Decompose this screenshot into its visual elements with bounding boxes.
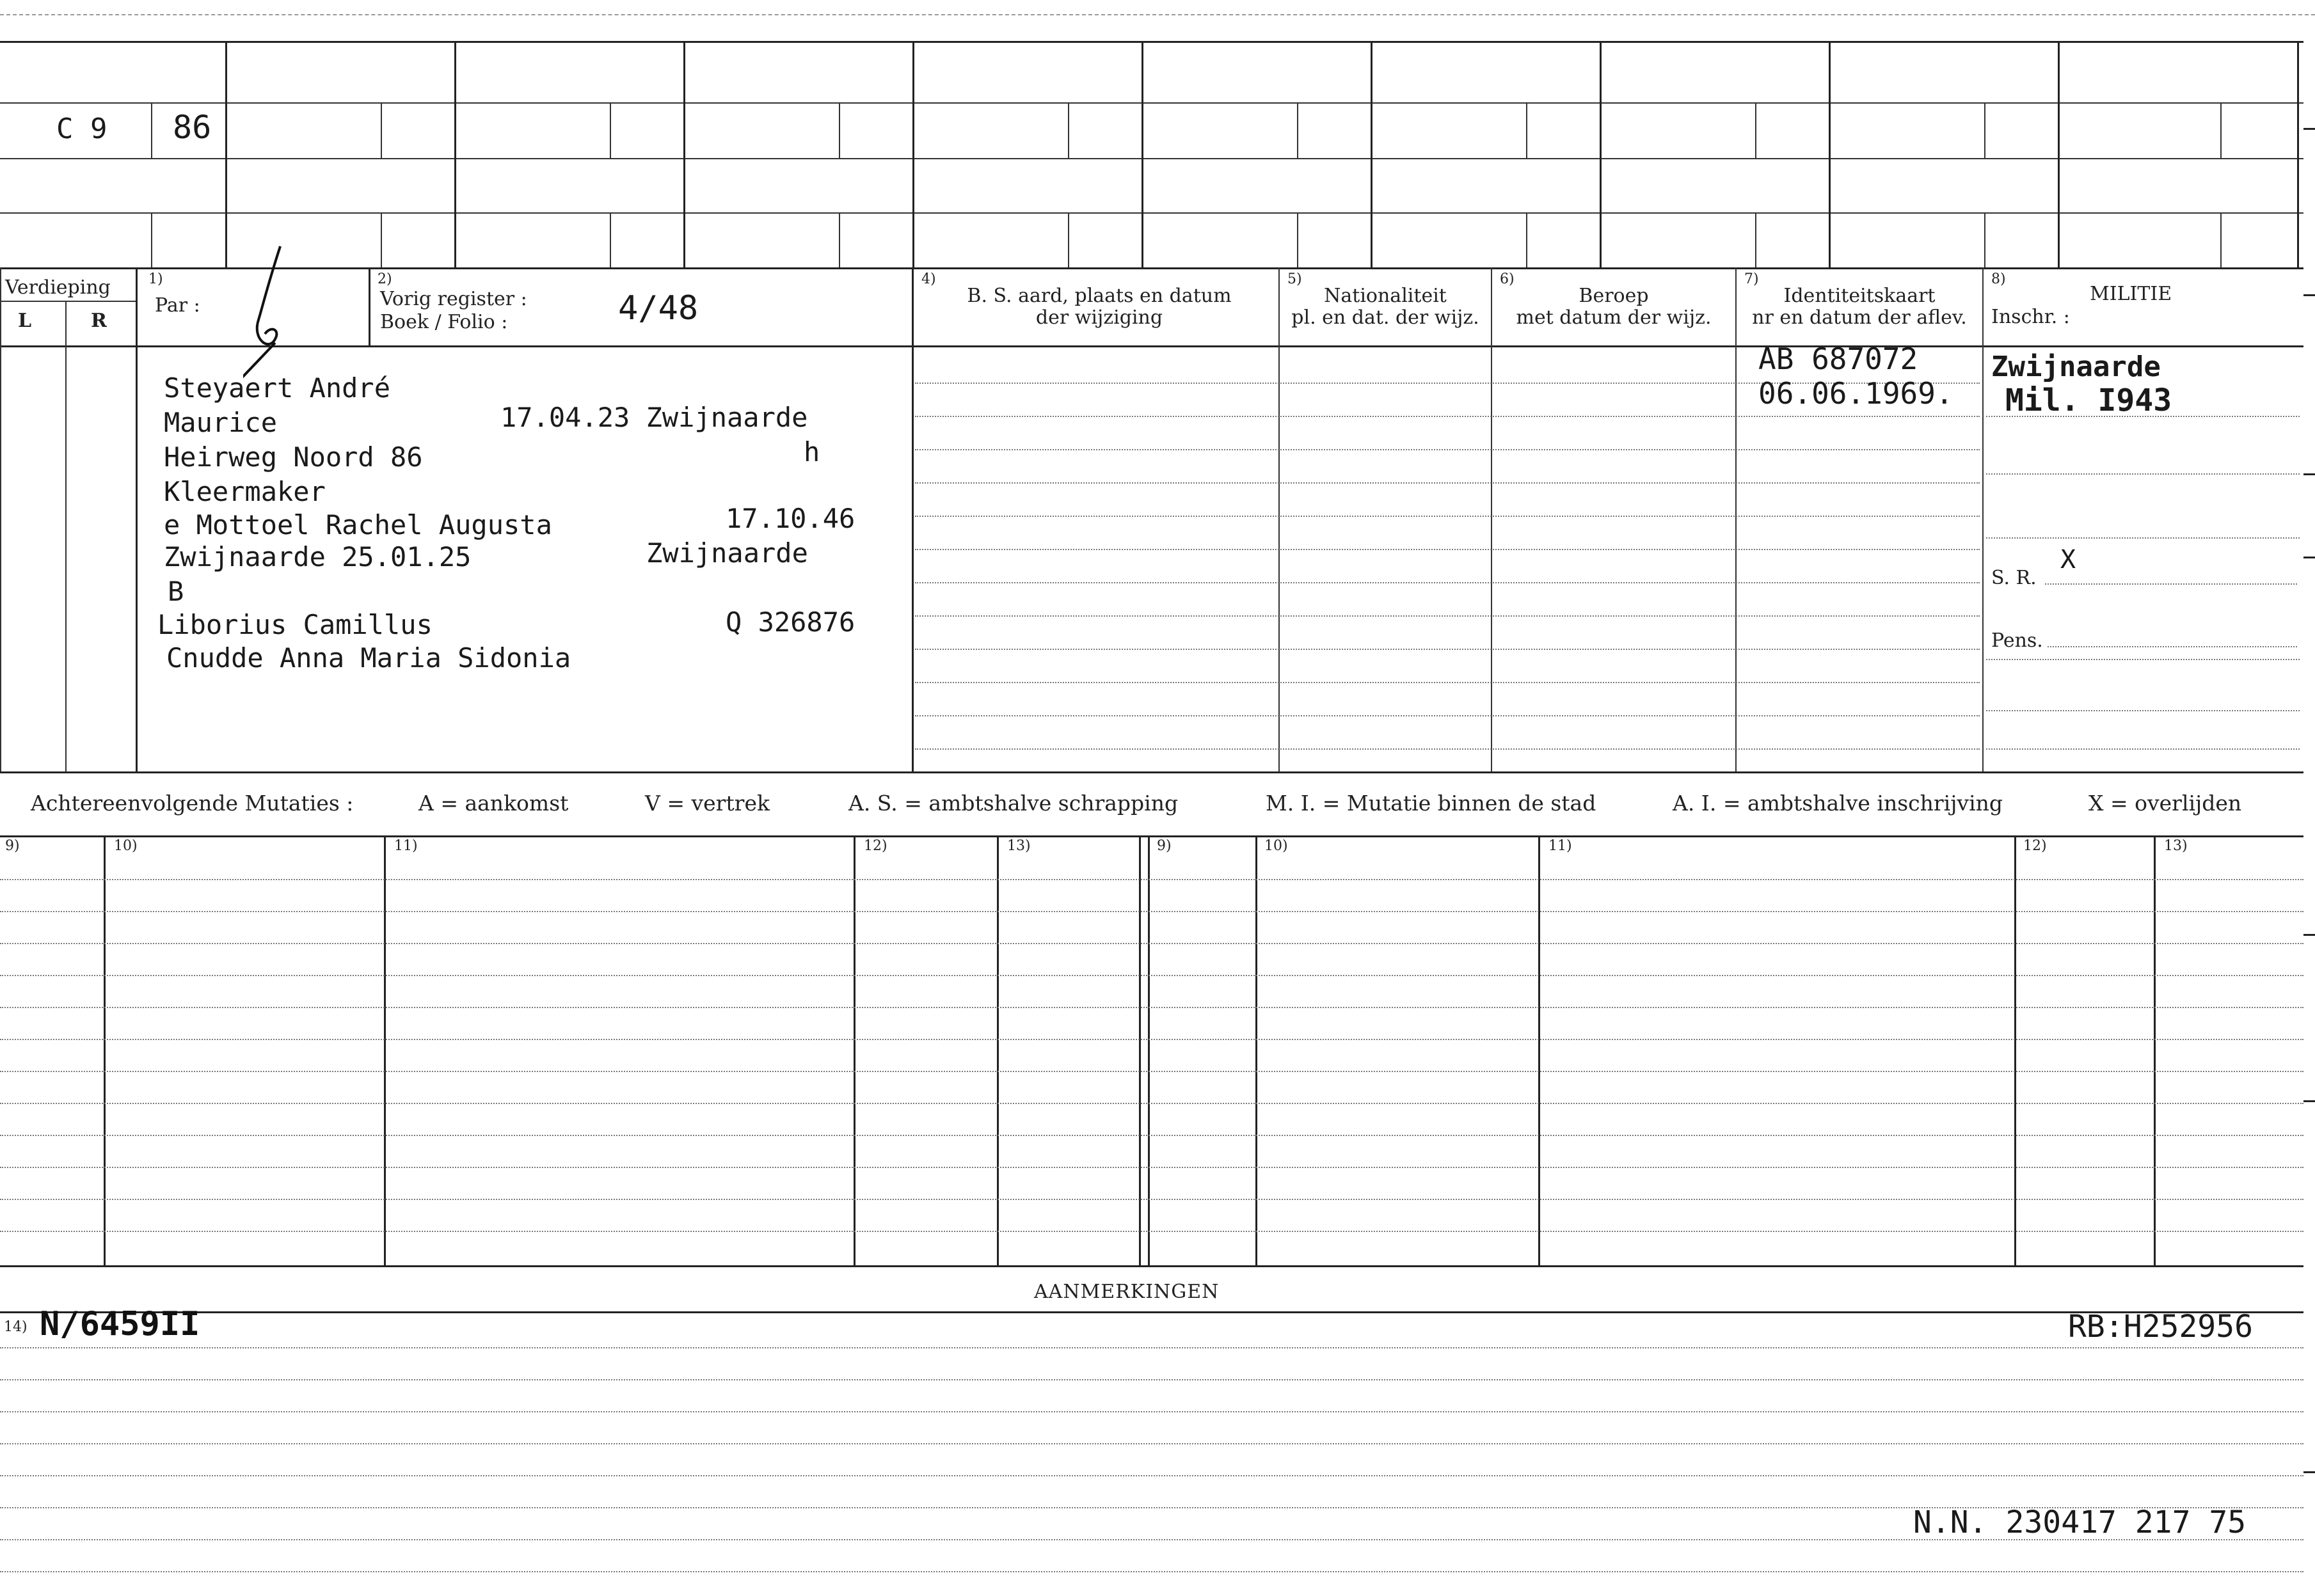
grid-vline — [839, 102, 840, 158]
vorig-register-label: Vorig register : — [380, 288, 527, 310]
grid-vline — [151, 102, 152, 158]
grid-vline — [839, 212, 840, 267]
person-profession: Kleermaker — [164, 476, 326, 507]
spouse-extra: 17.10.46 — [726, 503, 855, 534]
grid-vline — [1142, 41, 1143, 267]
mut-col-13: 13) — [1007, 838, 1031, 854]
mut-vline — [1255, 835, 1257, 1265]
militie-label: MILITIE — [2090, 283, 2172, 305]
legend-registration: A. I. = ambtshalve inschrijving — [1673, 791, 2003, 816]
id-number: 7) — [1744, 271, 1759, 287]
bs-header: B. S. aard, plaats en datum der wijziging — [967, 285, 1232, 329]
legend-departure: V = vertrek — [645, 791, 770, 816]
grid-line — [0, 102, 2303, 104]
sr-label: S. R. — [1991, 567, 2037, 589]
remarks-title: AANMERKINGEN — [1034, 1281, 1220, 1303]
militie-year: Mil. I943 — [2005, 383, 2172, 418]
nat-header: Nationaliteit pl. en dat. der wijz. — [1291, 285, 1479, 329]
mut-vline — [384, 835, 386, 1265]
legend-internal-move: M. I. = Mutatie binnen de stad — [1266, 791, 1596, 816]
remarks-code: N/6459II — [40, 1305, 200, 1343]
table-vline — [1278, 267, 1280, 771]
marriage-place: Zwijnaarde — [646, 537, 808, 569]
left-label: L — [18, 310, 32, 332]
inschr-label: Inschr. : — [1991, 306, 2070, 328]
boek-folio-value: 4/48 — [618, 289, 699, 328]
grid-vline — [2058, 41, 2060, 267]
table-vline — [0, 267, 1, 771]
grid-vline — [381, 212, 382, 267]
mut-col-9b: 9) — [1157, 838, 1172, 854]
mut-vline — [1148, 835, 1150, 1265]
table-line — [0, 835, 2303, 837]
mother-name: Cnudde Anna Maria Sidonia — [166, 642, 571, 674]
sr-mark: X — [2060, 545, 2076, 574]
mut-vline — [1538, 835, 1540, 1265]
right-label: R — [91, 310, 107, 332]
b-mark: B — [168, 576, 184, 607]
nat-number: 5) — [1287, 271, 1302, 287]
boek-folio-label: Boek / Folio : — [380, 311, 508, 333]
person-birth: 17.04.23 Zwijnaarde — [500, 402, 808, 433]
mut-col-11b: 11) — [1548, 838, 1572, 854]
mut-col-13b: 13) — [2164, 838, 2188, 854]
grid-line — [0, 41, 2303, 43]
legend-deletion: A. S. = ambtshalve schrapping — [848, 791, 1179, 816]
grid-vline — [1526, 102, 1527, 158]
table-line — [0, 345, 2303, 347]
table-vline — [1735, 267, 1737, 771]
mut-col-9: 9) — [5, 838, 20, 854]
table-line — [0, 1265, 2303, 1267]
mut-vline — [104, 835, 106, 1265]
grid-vline — [2297, 41, 2299, 267]
grid-vline — [1297, 102, 1298, 158]
militie-place: Zwijnaarde — [1991, 351, 2161, 383]
table-vline — [912, 267, 914, 771]
grid-vline — [1755, 102, 1756, 158]
grid-line — [0, 267, 2303, 269]
grid-vline — [1526, 212, 1527, 267]
mut-vline — [854, 835, 855, 1265]
mut-vline — [997, 835, 999, 1265]
remarks-nn: N.N. 230417 217 75 — [1913, 1505, 2247, 1540]
scan-edge — [0, 14, 2315, 15]
grid-vline — [1829, 41, 1831, 267]
mut-vline — [2014, 835, 2016, 1265]
table-vline — [65, 301, 67, 771]
par-number: 1) — [148, 271, 163, 287]
remarks-rb: RB:H252956 — [2068, 1309, 2253, 1345]
mut-col-12b: 12) — [2023, 838, 2047, 854]
mut-col-11: 11) — [394, 838, 418, 854]
grid-vline — [610, 212, 611, 267]
grid-line — [0, 212, 2303, 214]
person-address: Heirweg Noord 86 — [164, 441, 423, 473]
grid-vline — [1297, 212, 1298, 267]
par-label: Par : — [155, 294, 200, 317]
mut-col-10b: 10) — [1264, 838, 1288, 854]
grid-vline — [1068, 102, 1069, 158]
grid-vline — [1371, 41, 1372, 267]
table-vline — [1982, 267, 1984, 771]
person-spouse: e Mottoel Rachel Augusta — [164, 509, 552, 541]
mut-col-10: 10) — [114, 838, 138, 854]
grid-number: 86 — [173, 109, 212, 146]
grid-vline — [1984, 212, 1985, 267]
table-line — [0, 301, 136, 302]
pens-label: Pens. — [1991, 629, 2043, 652]
grid-vline — [912, 41, 914, 267]
table-vline — [369, 267, 370, 345]
verdieping-label: Verdieping — [5, 276, 111, 299]
grid-vline — [454, 41, 456, 267]
grid-line — [0, 158, 2303, 159]
legend-arrival: A = aankomst — [418, 791, 569, 816]
vorig-number: 2) — [378, 271, 392, 287]
id-card-date: 06.06.1969. — [1758, 376, 1953, 411]
table-line — [0, 1311, 2303, 1313]
grid-vline — [381, 102, 382, 158]
h-mark: h — [804, 436, 820, 468]
grid-vline — [225, 41, 227, 267]
grid-vline — [2220, 212, 2222, 267]
id-card-number: AB 687072 — [1758, 342, 1918, 376]
spouse-birth: Zwijnaarde 25.01.25 — [164, 541, 472, 573]
table-line — [0, 771, 2303, 773]
grid-vline — [151, 212, 152, 267]
person-name: Steyaert André — [164, 372, 391, 404]
grid-vline — [1600, 41, 1602, 267]
grid-vline — [1068, 212, 1069, 267]
grid-code: C 9 — [56, 113, 107, 145]
legend-death: X = overlijden — [2088, 791, 2242, 816]
father-name: Liborius Camillus — [157, 609, 433, 640]
grid-vline — [1984, 102, 1985, 158]
beroep-number: 6) — [1500, 271, 1515, 287]
father-code: Q 326876 — [726, 606, 855, 638]
grid-vline — [1755, 212, 1756, 267]
legend-title: Achtereenvolgende Mutaties : — [31, 791, 354, 816]
table-vline — [1491, 267, 1492, 771]
remarks-number: 14) — [4, 1319, 28, 1335]
grid-vline — [610, 102, 611, 158]
id-header: Identiteitskaart nr en datum der aflev. — [1752, 285, 1967, 329]
mut-col-12: 12) — [864, 838, 887, 854]
grid-vline — [683, 41, 685, 267]
beroep-header: Beroep met datum der wijz. — [1516, 285, 1712, 329]
mut-vline — [2154, 835, 2156, 1265]
bs-number: 4) — [921, 271, 936, 287]
mil-number: 8) — [1991, 271, 2006, 287]
person-first-name: Maurice — [164, 407, 278, 438]
mut-vline — [1139, 835, 1141, 1265]
table-vline — [136, 267, 138, 771]
grid-vline — [2220, 102, 2222, 158]
